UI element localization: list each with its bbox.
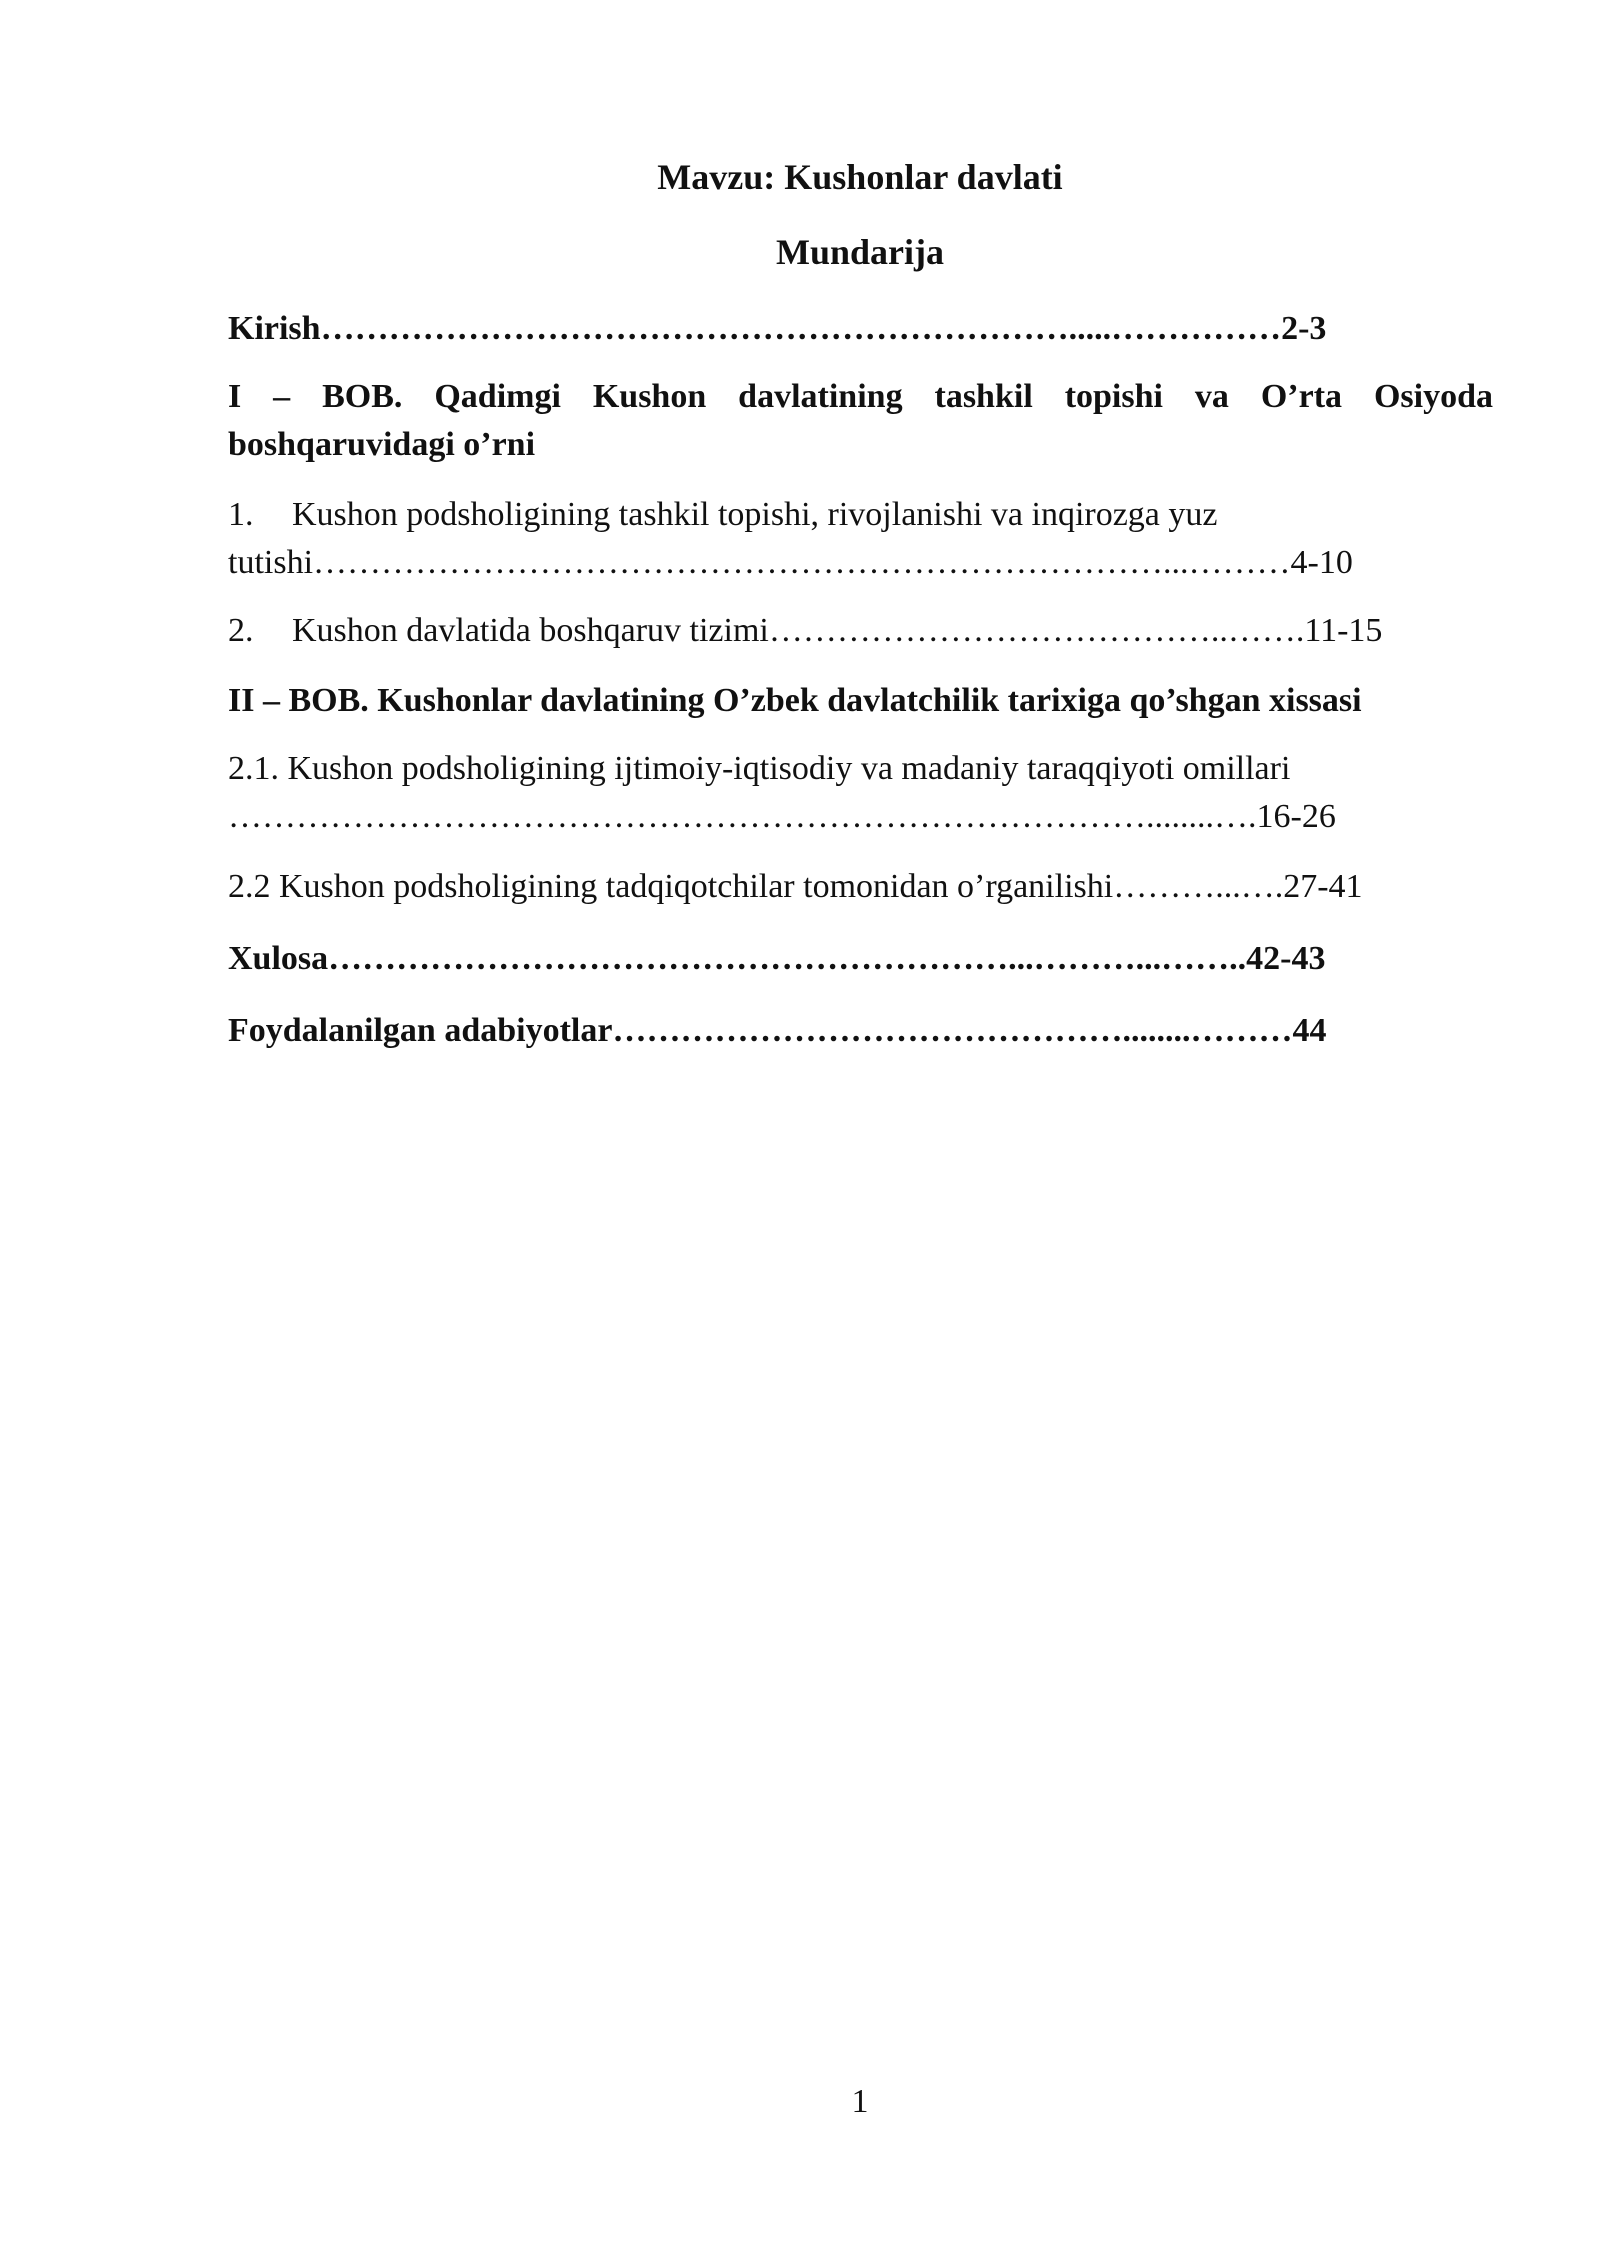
toc-entry-xulosa: [228, 935, 1493, 983]
toc-entry-text: Foydalanilgan adabiyotlar………………………………………........………44: [228, 1012, 1327, 1049]
toc-entry-chapter-1: [228, 373, 1493, 469]
toc-entry-text-line-1: I – BOB. Qadimgi Kushon davlatining tashkil topishi va O’rta Osiyoda: [228, 378, 1493, 415]
toc-entry-kirish: [228, 305, 1493, 353]
toc-entry-text: Kushon davlatida boshqaruv tizimi…………………………………..…….11-15: [292, 612, 1383, 649]
toc-entry-text-line-2: tutishi…………………………………………………………………...………4-10: [228, 544, 1353, 581]
page-number: 1: [851, 2083, 869, 2120]
toc-entry-section-2-1: [228, 745, 1493, 841]
toc-entry-references: [228, 1007, 1493, 1055]
toc-entry-text-line-1: 2.1. Kushon podsholigining ijtimoiy-iqtisodiy va madaniy taraqqiyoti omillari: [228, 750, 1291, 787]
toc-entry-number: 1.: [228, 496, 254, 533]
toc-entry-number: 2.: [228, 612, 254, 649]
toc-entry-text: 2.2 Kushon podsholigining tadqiqotchilar tomonidan o’rganilishi………...….27-41: [228, 868, 1363, 905]
toc-entry-text: Xulosa……………………………………………………...………...……..42-43: [228, 940, 1326, 977]
toc-entry-section-1: [228, 491, 1493, 587]
toc-entry-text: II – BOB. Kushonlar davlatining O’zbek davlatchilik tarixiga qo’shgan xissasi: [228, 682, 1362, 719]
toc-entry-section-2: [228, 607, 1493, 655]
toc-entry-text-line-2: boshqaruvidagi o’rni: [228, 426, 536, 463]
toc-entry-chapter-2: [228, 677, 1493, 725]
table-of-contents: [228, 305, 1493, 1055]
toc-heading: Mundarija: [775, 232, 944, 272]
toc-entry-text-line-1: Kushon podsholigining tashkil topishi, rivojlanishi va inqirozga yuz: [292, 496, 1218, 533]
toc-entry-text-line-2: ………………………………………………………………………........….16-26: [228, 798, 1336, 835]
toc-entry-section-2-2: [228, 863, 1493, 911]
topic-title: Mavzu: Kushonlar davlati: [657, 157, 1063, 197]
toc-entry-text: Kirish………………………………………………………….....……………2-3: [228, 310, 1327, 347]
